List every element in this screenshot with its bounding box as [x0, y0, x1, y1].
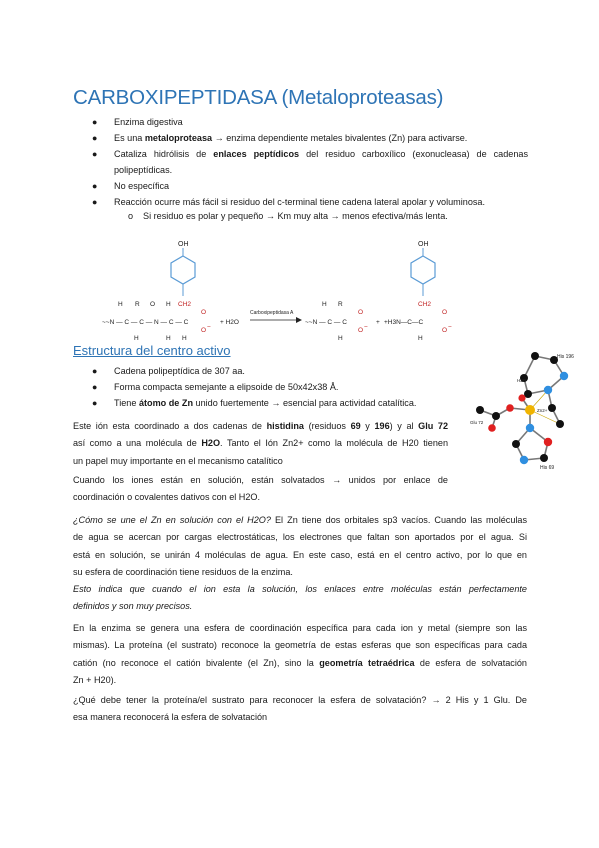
bullet-icon: ● — [92, 398, 98, 409]
o-label: O — [201, 309, 207, 316]
list-item: ● Es una metaloproteasa → enzima dependiente metales bivalentes (Zn) para activarse. — [92, 130, 528, 146]
paragraph-question: ¿Qué debe tener la proteína/el sustrato para reconocer la esfera de solvatación? → 2 His y 1 Glu. De esa manera reconocerá la esfera de solvatación — [73, 695, 527, 723]
list-item: ● Forma compacta semejante a elipsoide de 50x42x38 Å. — [92, 379, 462, 395]
o-label: O — [442, 327, 448, 334]
h-label: H — [182, 335, 187, 342]
bullet-icon: ● — [92, 197, 98, 208]
h-label: H — [418, 335, 423, 342]
ch2-label: CH2 — [418, 301, 432, 308]
h-label: H — [338, 335, 343, 342]
enzyme-label: Carboxipeptidasa A — [250, 310, 294, 316]
oh-label: OH — [418, 241, 429, 248]
r-label: R — [338, 301, 343, 308]
paragraph-zn-coordination: Este ión esta coordinado a dos cadenas de histidina (residuos 69 y 196) y al Glu 72 así como a una molécula de H2O. Tanto el Ión Zn2+ como la molécula de H20 tienen un papel muy importante en el mecanismo catalítico — [73, 421, 449, 466]
product-chain-2 — [384, 309, 452, 342]
intro-bullet-list — [92, 114, 528, 211]
paragraph-solvation: Cuando los iones están en solución, están solvatados → unidos por enlace de coordinación o covalentes dativos con el H2O. — [73, 475, 448, 503]
list-item: ● Cadena polipeptídica de 307 aa. — [92, 363, 462, 379]
phenol-ring-left — [171, 241, 195, 308]
list-item: ● Cataliza hidrólisis de enlaces peptídicos del residuo carboxílico (exonucleasa) de cadenas polipeptídicas. — [92, 146, 528, 178]
paragraph-coordination-sphere: En la enzima se genera una esfera de coordinación específica para cada ion y metal (siempre son las mismas). La proteína (el sustrato) reconoce la geometría de estas esferas que son específicas para cada catión (no reconoce el catión bivalente (el Zn), sino la geometría tetraédrica de esfera de solvatación Zn + H20). — [73, 623, 527, 685]
o-label: O — [358, 309, 364, 316]
h-label: H — [322, 301, 327, 308]
bullet-icon: ● — [92, 382, 98, 393]
section-heading: Estructura del centro activo — [73, 343, 231, 358]
o-label: O — [358, 327, 364, 334]
his69-label: His 69 — [540, 465, 555, 471]
list-item: ● No específica — [92, 178, 528, 194]
his196-label: His 196 — [557, 354, 574, 360]
o-label: O — [201, 327, 207, 334]
sub-bullet-text: Si residuo es polar y pequeño → Km muy alta → menos efectiva/más lenta. — [143, 211, 448, 221]
phenol-ring-right — [411, 241, 435, 308]
product-chain-1 — [305, 301, 368, 342]
reaction-diagram — [100, 232, 470, 348]
svg-text:~~N — C — C — N — C — C: ~~N — C — C — N — C — C — [102, 319, 189, 326]
atom-spheres — [476, 352, 568, 464]
h-label: H — [166, 335, 171, 342]
water-label: + H2O — [220, 319, 239, 326]
active-site-bullet-list — [92, 363, 462, 411]
peptide-chain-left — [102, 301, 211, 342]
zn-label: Zn2+ — [537, 408, 548, 413]
h-label: H — [134, 335, 139, 342]
plus-label: + — [376, 319, 380, 326]
o-label: O — [150, 301, 156, 308]
sub-bullet — [128, 211, 448, 221]
charge-label: − — [364, 324, 368, 331]
h3n-label: +H3N—C—C — [384, 319, 424, 326]
o-label: O — [442, 309, 448, 316]
ch2-label: CH2 — [178, 301, 192, 308]
oh-label: OH — [178, 241, 189, 248]
reaction-arrow — [250, 317, 302, 323]
h-label: H — [118, 301, 123, 308]
r-label: R — [135, 301, 140, 308]
bullet-icon: ● — [92, 149, 98, 160]
page-title: CARBOXIPEPTIDASA (Metaloproteasas) — [73, 86, 444, 109]
h-label: H — [166, 301, 171, 308]
paragraph-zn-water: ¿Cómo se une el Zn en solución con el H2O? El Zn tiene dos orbitales sp3 vacíos. Cuando las moléculas de agua se acercan por cargas electrostáticas, los electrones que faltan son aportados por el agua. Si está en solución, se unirán 4 moléculas de agua. En este caso, está en el centro activo, por lo que en su esfera de coordinación tiene residuos de la enzima. — [73, 515, 527, 577]
bullet-icon: ● — [92, 181, 98, 192]
list-item: ● Reacción ocurre más fácil si residuo del c-terminal tiene cadena lateral apolar y voluminosa. — [92, 194, 528, 210]
glu72-label: Glu 72 — [470, 420, 484, 425]
bullet-icon: ● — [92, 117, 98, 127]
bullet-icon: ● — [92, 366, 98, 376]
charge-label: − — [448, 324, 452, 331]
charge-label: − — [207, 324, 211, 331]
bullet-icon: ● — [92, 133, 98, 144]
sub-bullet-marker: o — [128, 211, 134, 221]
list-item: ● Tiene átomo de Zn unido fuertemente → esencial para actividad catalítica. — [92, 395, 462, 411]
zinc-coordination-model — [460, 348, 578, 472]
h2o-label: H2O — [517, 378, 527, 383]
list-item: ● Enzima digestiva — [92, 114, 528, 130]
paragraph-italic-note: Esto indica que cuando el ion esta la solución, los enlaces entre moléculas están perfectamente definidos y son muy precisos. — [73, 584, 527, 612]
svg-text:~~N — C — C: ~~N — C — C — [305, 319, 347, 326]
zinc-atom — [525, 405, 535, 415]
